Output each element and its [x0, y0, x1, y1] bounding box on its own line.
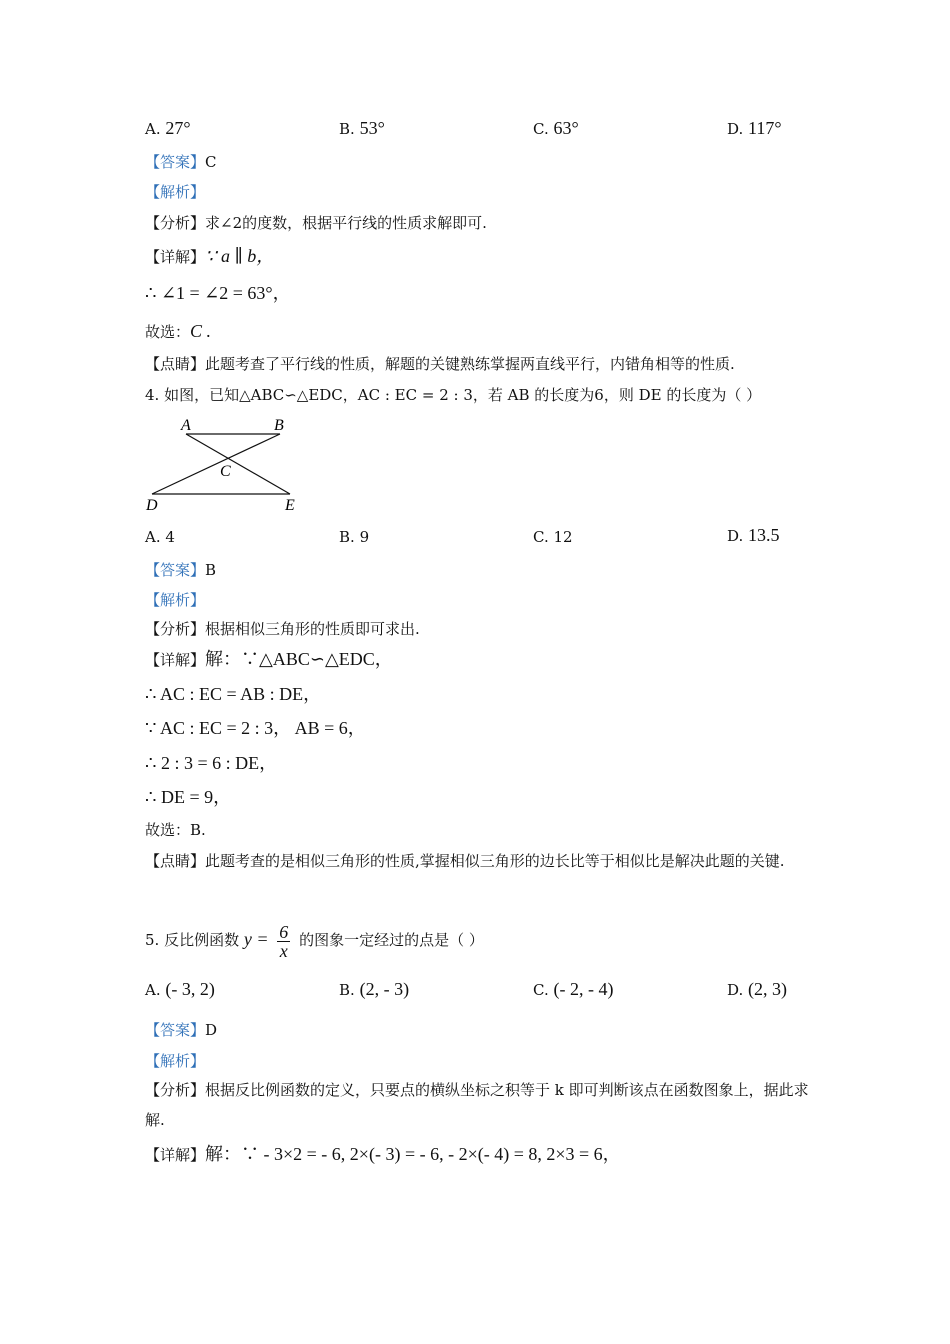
q4-dianjing: 【点睛】此题考查的是相似三角形的性质,掌握相似三角形的边长比等于相似比是解决此题的关键. [145, 852, 785, 870]
q4-fenxi: 【分析】根据相似三角形的性质即可求出. [145, 620, 420, 638]
q3-detail-2: ∴ ∠1 = ∠2 = 63°， [145, 283, 291, 303]
q5-option-c: C. (- 2, - 4) [533, 979, 614, 999]
q5-stem: 5. 反比例函数 y = $\frac{6}{x}$ 的图象一定经过的点是（ ） [145, 921, 484, 961]
q3-dianjing: 【点睛】此题考查了平行线的性质，解题的关键熟练掌握两直线平行，内错角相等的性质. [145, 355, 735, 373]
q4-detail-2: ∴ AC : EC = AB : DE， [145, 684, 322, 704]
label-a: A [181, 417, 191, 434]
q5-answer: 【答案】D [145, 1021, 218, 1039]
q3-answer: 【答案】C [145, 153, 217, 171]
q5-option-d: D. (2, 3) [727, 979, 788, 999]
q4-detail-3: ∵ AC : EC = 2 : 3， AB = 6， [145, 718, 366, 738]
q5-fenxi: 【分析】根据反比例函数的定义，只要点的横纵坐标之积等于 k 即可判断该点在函数图象上，据此求解. [145, 1081, 809, 1129]
segment-bd [152, 434, 280, 494]
q4-stem: 4. 如图，已知△ABC∽△EDC，AC : EC = 2 : 3，若 AB 的长度为6，则 DE 的长度为（ ） [145, 386, 762, 404]
fraction: $\frac{6}{x}$ [279, 921, 289, 961]
q3-analysis-heading: 【解析】 [145, 183, 206, 201]
q4-detail-5: ∴ DE = 9， [145, 787, 232, 807]
label-d: D [146, 497, 158, 514]
q5-detail: 【详解】解：∵ - 3×2 = - 6, 2×(- 3) = - 6, - 2×(- 4) = 8, 2×3 = 6， [145, 1144, 621, 1164]
q4-option-a: A. 4 [145, 528, 175, 546]
q3-option-d: D. 117° [727, 118, 782, 138]
q3-choose: 故选：C . [145, 321, 212, 341]
q3-detail-1: 【详解】∵ a ∥ b， [145, 246, 275, 266]
q4-analysis-heading: 【解析】 [145, 591, 206, 609]
q4-detail-1: 【详解】解：∵△ABC∽△EDC， [145, 649, 393, 669]
q3-option-c: C. 63° [533, 118, 579, 138]
q4-choose: 故选：B. [145, 821, 206, 839]
segment-ae [186, 434, 290, 494]
label-b: B [274, 417, 284, 434]
label-c: C [220, 463, 231, 480]
q4-detail-4: ∴ 2 : 3 = 6 : DE， [145, 753, 278, 773]
q4-option-b: B. 9 [339, 528, 370, 546]
q4-answer: 【答案】B [145, 561, 217, 579]
q4-option-c: C. 12 [533, 528, 573, 546]
q4-option-d: D. 13.5 [727, 525, 780, 545]
q5-analysis-heading: 【解析】 [145, 1052, 206, 1070]
q3-fenxi: 【分析】求∠2的度数，根据平行线的性质求解即可. [145, 214, 487, 232]
q3-option-a: A. 27° [145, 118, 191, 138]
q3-option-b: B. 53° [339, 118, 385, 138]
q4-figure [140, 414, 310, 518]
q5-option-b: B. (2, - 3) [339, 979, 410, 999]
label-e: E [285, 497, 295, 514]
q5-option-a: A. (- 3, 2) [145, 979, 215, 999]
